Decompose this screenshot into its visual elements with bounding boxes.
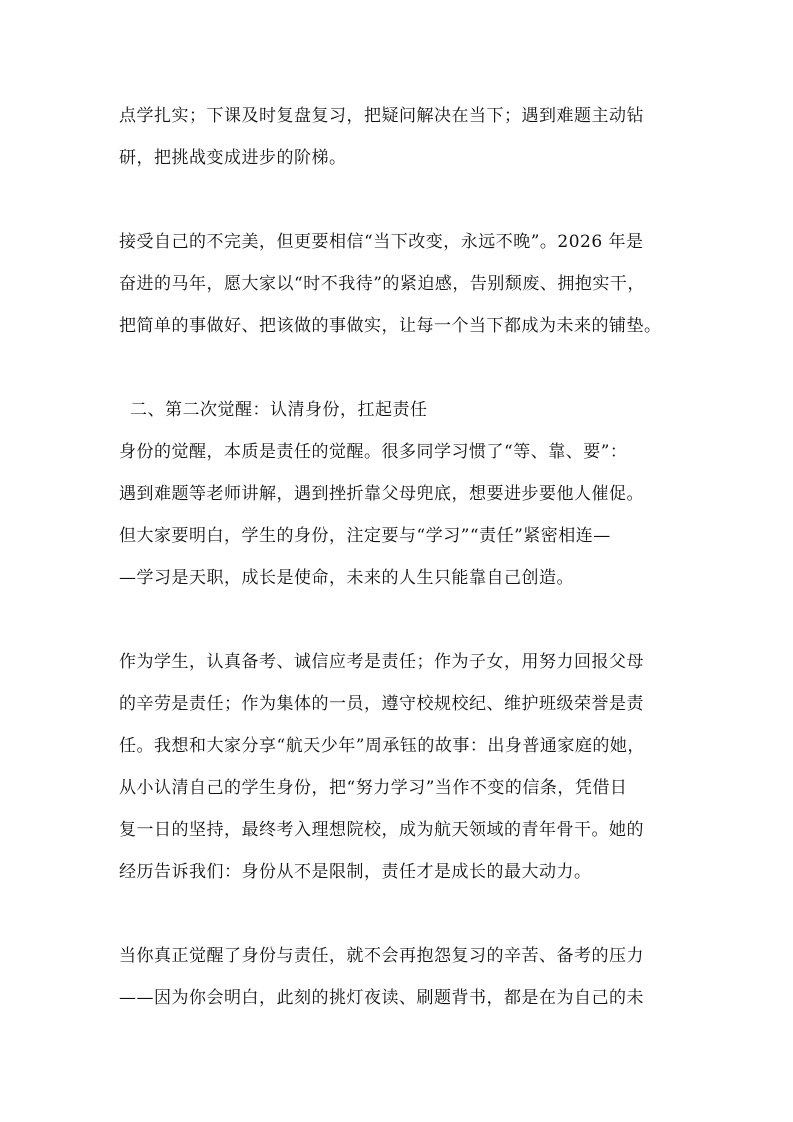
text-line: 遇到难题等老师讲解，遇到挫折靠父母兜底，想要进步要他人催促。 xyxy=(119,484,644,504)
text-line: 复一日的坚持，最终考入理想院校，成为航天领域的青年骨干。她的 xyxy=(119,820,644,840)
text-line: 作为学生，认真备考、诚信应考是责任；作为子女，用努力回报父母 xyxy=(119,652,644,672)
text-line: 的辛劳是责任；作为集体的一员，遵守校规校纪、维护班级荣誉是责 xyxy=(119,694,644,714)
text-line: ——因为你会明白，此刻的挑灯夜读、刷题背书，都是在为自己的未 xyxy=(119,988,644,1008)
text-line: —学习是天职，成长是使命，未来的人生只能靠自己创造。 xyxy=(119,568,574,588)
text-line: 奋进的马年，愿大家以“时不我待”的紧迫感，告别颓废、拥抱实干， xyxy=(119,274,645,294)
text-line: 点学扎实；下课及时复盘复习，把疑问解决在当下；遇到难题主动钻 xyxy=(119,106,644,126)
text-line: 经历告诉我们：身份从不是限制，责任才是成长的最大动力。 xyxy=(119,862,592,882)
text-line: 当你真正觉醒了身份与责任，就不会再抱怨复习的辛苦、备考的压力 xyxy=(119,946,644,966)
section-heading: 二、第二次觉醒：认清身份，扛起责任 xyxy=(130,400,428,420)
text-line: 身份的觉醒，本质是责任的觉醒。很多同学习惯了“等、靠、要”： xyxy=(119,442,628,462)
text-line: 接受自己的不完美，但更要相信“当下改变，永远不晚”。2026 年是 xyxy=(119,232,644,252)
text-line: 但大家要明白，学生的身份，注定要与“学习”“责任”紧密相连— xyxy=(119,526,611,546)
text-line: 任。我想和大家分享“航天少年”周承钰的故事：出身普通家庭的她， xyxy=(119,736,645,756)
text-line: 从小认清自己的学生身份，把“努力学习”当作不变的信条，凭借日 xyxy=(119,778,628,798)
text-line: 研，把挑战变成进步的阶梯。 xyxy=(119,148,347,168)
text-line: 把简单的事做好、把该做的事做实，让每一个当下都成为未来的铺垫。 xyxy=(119,316,662,336)
